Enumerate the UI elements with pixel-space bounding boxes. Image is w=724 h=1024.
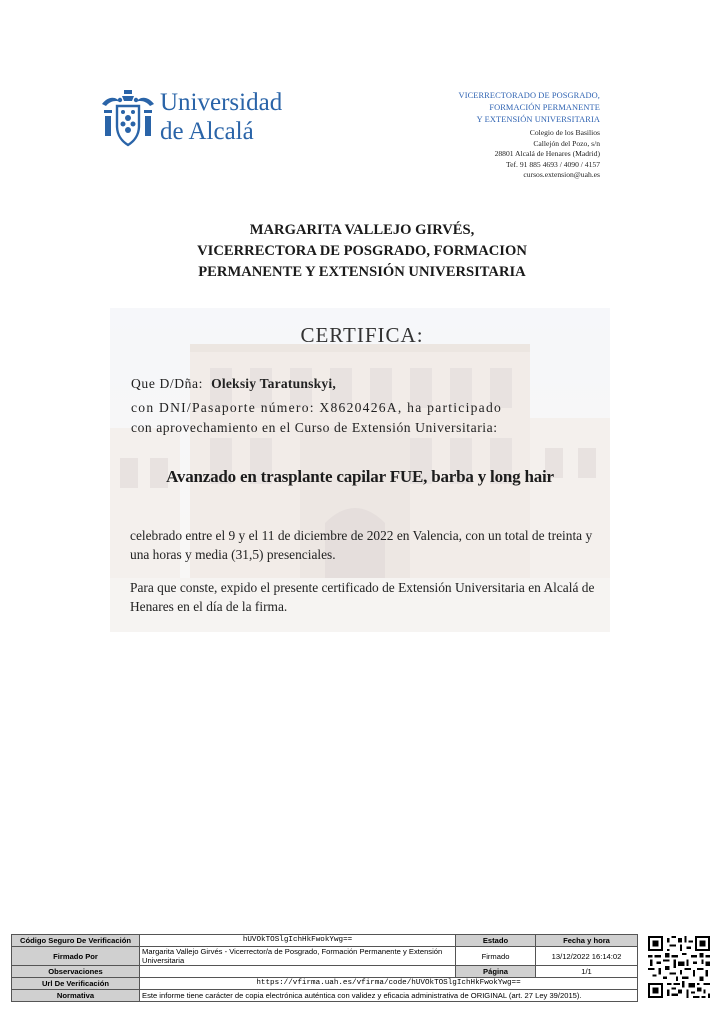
university-logo — [100, 88, 300, 152]
recipient-name: Oleksiy Taratunskyi, — [211, 376, 336, 391]
university-name-line2: de Alcalá — [160, 118, 254, 145]
fecha-value: 13/12/2022 16:14:02 — [536, 947, 638, 966]
title-line: VICERRECTORA DE POSGRADO, FORMACION — [197, 243, 527, 259]
codigo-label: Código Seguro De Verificación — [12, 935, 140, 947]
pagina-label: Página — [456, 966, 536, 978]
estado-label: Estado — [456, 935, 536, 947]
firmado-por-value: Margarita Vallejo Girvés - Vicerrector/a de Posgrado, Formación Permanente y Extensión Universitaria — [140, 947, 456, 966]
table-row — [12, 935, 638, 947]
dni-line: con DNI/Pasaporte número: X8620426A, ha participado — [131, 400, 503, 415]
observaciones-value — [140, 966, 456, 978]
codigo-value: hUVOkTOSlgIchHkFwokYwg== — [140, 935, 456, 947]
title-line: PERMANENTE Y EXTENSIÓN UNIVERSITARIA — [198, 264, 526, 280]
observaciones-label: Observaciones — [12, 966, 140, 978]
normativa-value: Este informe tiene carácter de copia electrónica auténtica con validez y eficacia administrativa de ORIGINAL (art. 27 Ley 39/2015). — [140, 990, 638, 1002]
address-line: Callejón del Pozo, s/n — [533, 138, 600, 148]
estado-value: Firmado — [456, 947, 536, 966]
course-details-paragraph: celebrado entre el 9 y el 11 de diciembre de 2022 en Valencia, con un total de treinta y una horas y media (31,5) presenciales. — [130, 528, 593, 562]
office-name — [459, 90, 600, 126]
office-line: Y EXTENSIÓN UNIVERSITARIA — [476, 115, 600, 124]
aprovechamiento-line: con aprovechamiento en el Curso de Extensión Universitaria: — [131, 420, 498, 435]
table-row — [12, 966, 638, 978]
address-line: Tef. 91 885 4693 / 4090 / 4157 — [506, 159, 600, 169]
course-title: Avanzado en trasplante capilar FUE, barba y long hair — [166, 467, 554, 486]
table-row — [12, 990, 638, 1002]
certifica-heading: CERTIFICA: — [300, 323, 424, 347]
recipient-label: Que D/Dña: — [131, 376, 204, 391]
url-label: Url De Verificación — [12, 978, 140, 990]
table-row — [12, 947, 638, 966]
pagina-value: 1/1 — [536, 966, 638, 978]
firmado-por-label: Firmado Por — [12, 947, 140, 966]
qr-code-icon — [648, 936, 710, 998]
office-line: FORMACIÓN PERMANENTE — [489, 103, 600, 112]
university-name — [160, 88, 282, 146]
url-value[interactable]: https://vfirma.uah.es/vfirma/code/hUVOkTOSlgIchHkFwokYwg== — [140, 978, 638, 990]
fecha-label: Fecha y hora — [536, 935, 638, 947]
normativa-label: Normativa — [12, 990, 140, 1002]
address-line: Colegio de los Basilios — [529, 128, 600, 137]
office-address — [495, 128, 600, 181]
university-name-line1: Universidad — [160, 89, 283, 116]
address-line: 28801 Alcalá de Henares (Madrid) — [494, 149, 600, 159]
office-line: VICERRECTORADO DE POSGRADO, — [458, 91, 600, 100]
university-crest-icon — [100, 88, 156, 148]
closing-paragraph: Para que conste, expido el presente certificado de Extensión Universitaria en Alcalá de Henares en el día de la firma. — [130, 580, 595, 614]
verification-table — [11, 934, 638, 1002]
recipient-line — [131, 376, 336, 392]
title-line: MARGARITA VALLEJO GIRVÉS, — [249, 222, 475, 238]
address-line: cursos.extension@uah.es — [523, 170, 600, 180]
signatory-title — [0, 220, 724, 283]
table-row — [12, 978, 638, 990]
